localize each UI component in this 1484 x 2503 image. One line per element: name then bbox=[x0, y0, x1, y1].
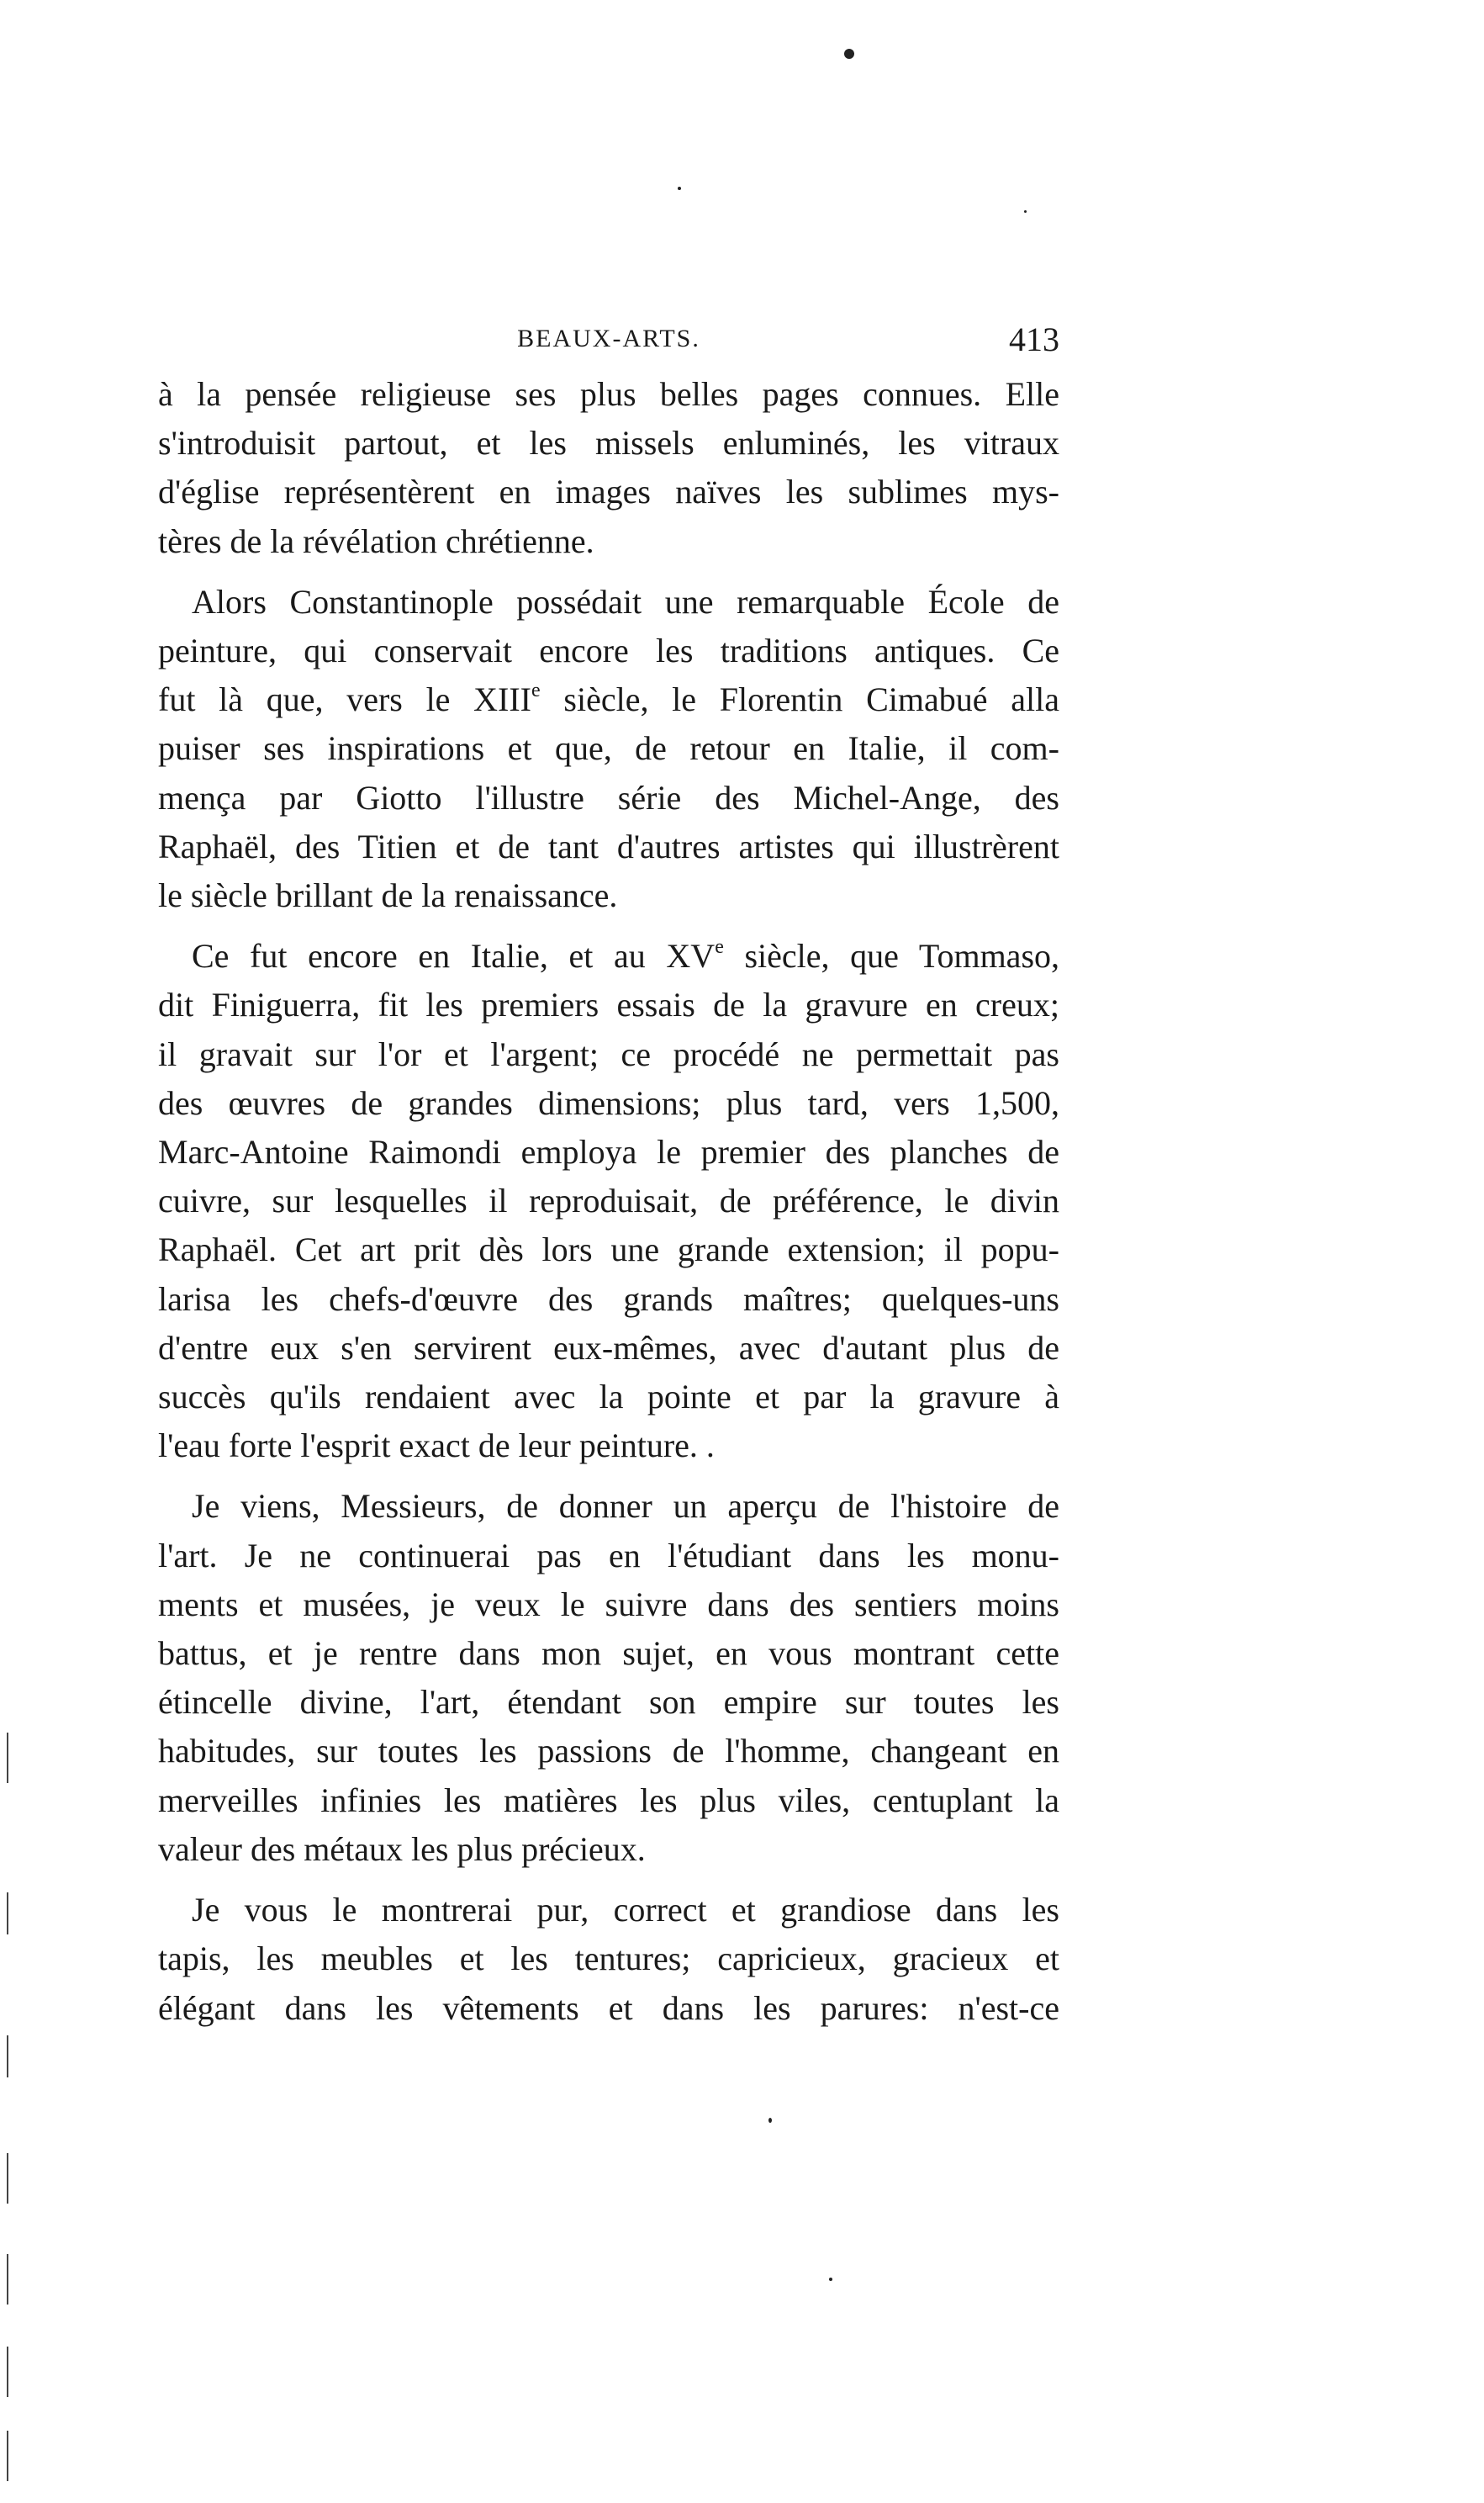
text-line: peinture, qui conservait encore les traditions antiques. Ce bbox=[158, 632, 1059, 670]
ink-speck bbox=[829, 2278, 832, 2281]
text-line: valeur des métaux les plus précieux. bbox=[158, 1829, 646, 1868]
text-line: larisa les chefs-d'œuvre des grands maîtres; quelques-uns bbox=[158, 1279, 1059, 1318]
text-line: l'art. Je ne continuerai pas en l'étudiant dans les monu- bbox=[158, 1536, 1059, 1574]
text-fragment: Ce fut encore en Italie, et au XV bbox=[192, 937, 716, 976]
text-fragment: siècle, le Florentin Cimabué alla bbox=[540, 680, 1059, 719]
text-fragment: siècle, que Tommaso, bbox=[723, 937, 1060, 976]
ink-speck bbox=[768, 2118, 772, 2123]
text-line: dit Finiguerra, fit les premiers essais de la gravure en creux; bbox=[158, 986, 1059, 1024]
paragraph bbox=[158, 370, 1059, 566]
scan-margin-line bbox=[7, 1892, 8, 1934]
text-line: puiser ses inspirations et que, de retour en Italie, il com- bbox=[158, 729, 1059, 768]
text-line: s'introduisit partout, et les missels enluminés, les vitraux bbox=[158, 424, 1059, 463]
text-line: Raphaël. Cet art prit dès lors une grande extension; il popu- bbox=[158, 1230, 1059, 1269]
text-line: des œuvres de grandes dimensions; plus tard, vers 1,500, bbox=[158, 1083, 1059, 1122]
text-line: à la pensée religieuse ses plus belles pages connues. Elle bbox=[158, 375, 1059, 413]
text-line: battus, et je rentre dans mon sujet, en vous montrant cette bbox=[158, 1634, 1059, 1673]
text-line: élégant dans les vêtements et dans les parures: n'est-ce bbox=[158, 1988, 1059, 2027]
text-line: tères de la révélation chrétienne. bbox=[158, 521, 594, 560]
text-line: ments et musées, je veux le suivre dans des sentiers moins bbox=[158, 1585, 1059, 1623]
paragraph bbox=[158, 578, 1059, 920]
text-line: étincelle divine, l'art, étendant son empire sur toutes les bbox=[158, 1683, 1059, 1722]
text-line: Alors Constantinople possédait une remarquable École de bbox=[192, 582, 1059, 621]
text-line: le siècle brillant de la renaissance. bbox=[158, 876, 618, 915]
text-line: succès qu'ils rendaient avec la pointe et par la gravure à bbox=[158, 1378, 1059, 1416]
text-line: il gravait sur l'or et l'argent; ce procédé ne permettait pas bbox=[158, 1035, 1059, 1073]
text-line: habitudes, sur toutes les passions de l'homme, changeant en bbox=[158, 1732, 1059, 1770]
scan-margin-line bbox=[7, 2431, 8, 2481]
paragraph bbox=[158, 1886, 1059, 2033]
text-line: cuivre, sur lesquelles il reproduisait, de préférence, le divin bbox=[158, 1182, 1059, 1220]
text-line: Marc-Antoine Raimondi employa le premier des planches de bbox=[158, 1133, 1059, 1172]
text-line: Raphaël, des Titien et de tant d'autres artistes qui illustrèrent bbox=[158, 827, 1059, 865]
text-line: d'église représentèrent en images naïves les sublimes mys- bbox=[158, 473, 1059, 511]
superscript: e bbox=[531, 680, 541, 702]
paragraph bbox=[158, 1482, 1059, 1874]
scan-margin-line bbox=[7, 2153, 8, 2204]
ink-speck bbox=[678, 187, 681, 190]
paragraph bbox=[158, 932, 1059, 1470]
scan-margin-line bbox=[7, 2035, 8, 2077]
scan-margin-line bbox=[7, 1733, 8, 1783]
running-head bbox=[158, 320, 1059, 362]
text-line: l'eau forte l'esprit exact de leur peinture. . bbox=[158, 1426, 715, 1465]
scan-margin-line bbox=[7, 2347, 8, 2397]
scan-margin-line bbox=[7, 2254, 8, 2305]
text-line: Je viens, Messieurs, de donner un aperçu de l'histoire de bbox=[192, 1487, 1059, 1526]
text-line: merveilles infinies les matières les plus viles, centuplant la bbox=[158, 1781, 1059, 1819]
running-title: BEAUX-ARTS. bbox=[517, 325, 700, 352]
ink-speck bbox=[844, 49, 854, 59]
text-fragment: fut là que, vers le XIII bbox=[158, 680, 532, 719]
text-line bbox=[158, 932, 1059, 981]
text-line: mença par Giotto l'illustre série des Michel-Ange, des bbox=[158, 778, 1059, 817]
ink-speck bbox=[1024, 210, 1027, 213]
text-line: tapis, les meubles et les tentures; capricieux, gracieux et bbox=[158, 1939, 1059, 1978]
page-number: 413 bbox=[1009, 320, 1059, 358]
body-text bbox=[158, 370, 1059, 2033]
superscript: e bbox=[715, 936, 724, 959]
text-line: Je vous le montrerai pur, correct et grandiose dans les bbox=[192, 1891, 1059, 1929]
text-line: d'entre eux s'en servirent eux-mêmes, avec d'autant plus de bbox=[158, 1328, 1059, 1367]
text-line bbox=[158, 675, 1059, 724]
